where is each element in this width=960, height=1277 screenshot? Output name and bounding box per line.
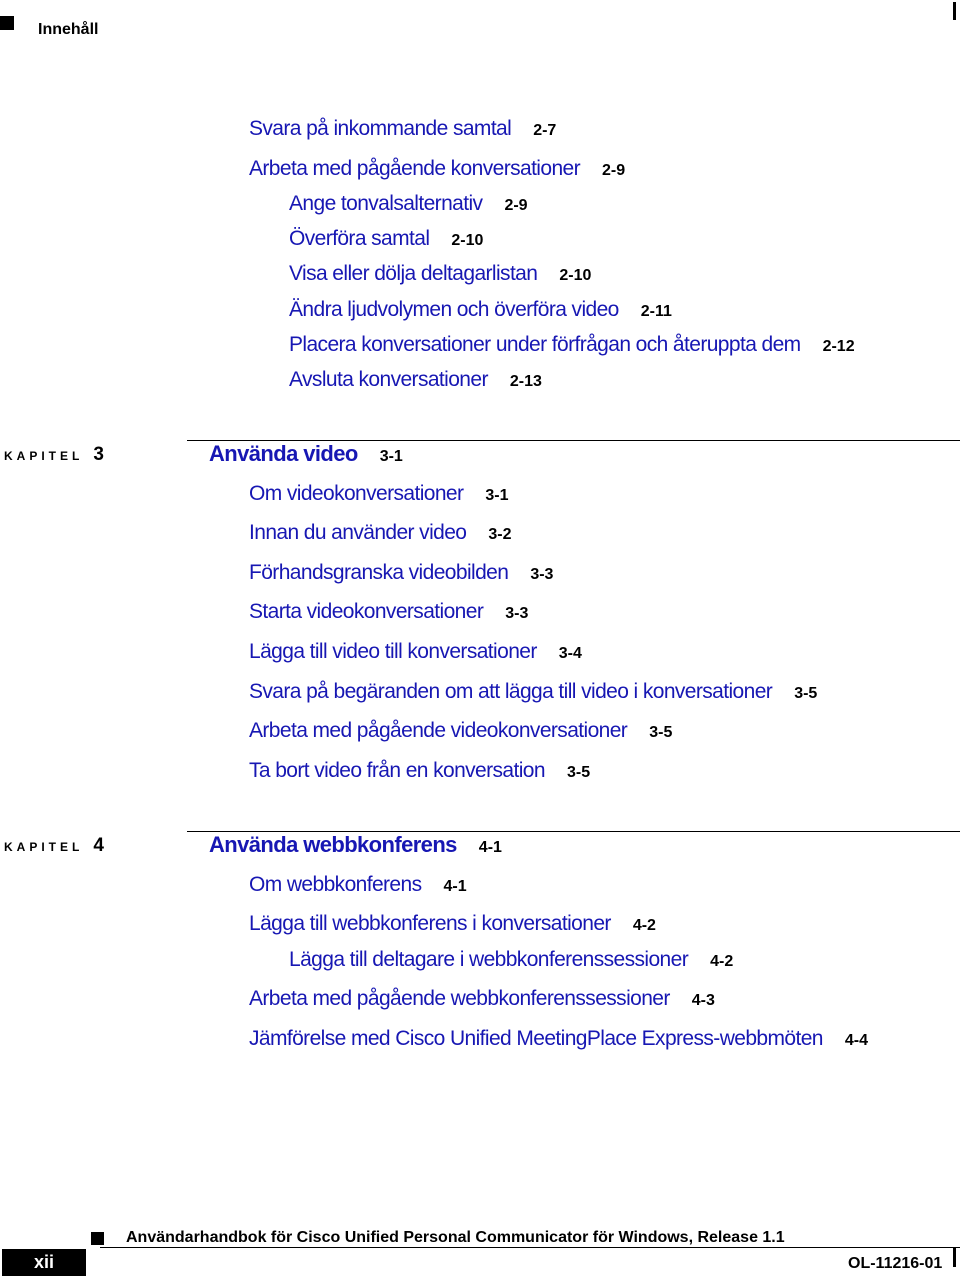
footer-page-number: xii bbox=[2, 1249, 86, 1276]
toc-entry-page: 3-5 bbox=[794, 684, 818, 702]
toc-entry-title[interactable]: Svara på inkommande samtal bbox=[249, 117, 512, 140]
toc-entry-title[interactable]: Placera konversationer under förfrågan och återuppta dem bbox=[289, 333, 801, 356]
toc-entry-page: 2-13 bbox=[509, 372, 542, 390]
toc-entry-page: 4-1 bbox=[443, 877, 467, 895]
toc-entry-title[interactable]: Ange tonvalsalternativ bbox=[289, 192, 483, 215]
footer-doc-number: OL-11216-01 bbox=[848, 1255, 943, 1272]
toc-entry[interactable] bbox=[249, 679, 817, 707]
chapter-label-text: KAPITEL bbox=[4, 840, 84, 854]
toc-entry-title[interactable]: Svara på begäranden om att lägga till video i konversationer bbox=[249, 680, 773, 703]
footer-rule bbox=[100, 1247, 960, 1248]
toc-entry[interactable] bbox=[249, 520, 512, 548]
toc-entry-page: 4-4 bbox=[844, 1031, 868, 1049]
toc-entry[interactable] bbox=[249, 872, 467, 900]
toc-entry-page: 2-9 bbox=[602, 161, 626, 179]
toc-entry-page: 4-3 bbox=[691, 991, 715, 1009]
toc-entry-page: 3-2 bbox=[488, 525, 512, 543]
toc-entry[interactable] bbox=[249, 156, 625, 184]
chapter-title[interactable]: Använda webbkonferens bbox=[209, 832, 457, 857]
footer-edge-mark bbox=[953, 1247, 956, 1267]
toc-entry-page: 2-7 bbox=[533, 121, 557, 139]
header-edge-mark bbox=[953, 2, 956, 20]
toc-entry-title[interactable]: Innan du använder video bbox=[249, 521, 467, 544]
toc-entry[interactable] bbox=[249, 481, 509, 509]
toc-entry-page: 3-4 bbox=[558, 644, 582, 662]
toc-entry-title[interactable]: Lägga till webbkonferens i konversationer bbox=[249, 912, 611, 935]
toc-entry-title[interactable]: Lägga till deltagare i webbkonferenssessioner bbox=[289, 948, 689, 971]
toc-subentry[interactable] bbox=[289, 332, 855, 360]
toc-entry-title[interactable]: Om webbkonferens bbox=[249, 873, 422, 896]
toc-entry-title[interactable]: Om videokonversationer bbox=[249, 482, 464, 505]
toc-entry-page: 3-5 bbox=[566, 763, 591, 781]
toc-entry-page: 2-9 bbox=[504, 196, 528, 214]
toc-entry[interactable] bbox=[249, 599, 528, 627]
toc-entry[interactable] bbox=[249, 116, 556, 144]
toc-subentry[interactable] bbox=[289, 297, 672, 325]
chapter-title-entry[interactable] bbox=[209, 832, 502, 861]
toc-entry-page: 3-1 bbox=[379, 447, 403, 465]
toc-subentry[interactable] bbox=[289, 947, 733, 975]
toc-entry-title[interactable]: Ändra ljudvolymen och överföra video bbox=[289, 298, 619, 321]
header-marker bbox=[0, 16, 14, 30]
chapter-label-text: KAPITEL bbox=[4, 449, 84, 463]
toc-entry-title[interactable]: Avsluta konversationer bbox=[289, 368, 488, 391]
chapter-label bbox=[4, 836, 104, 857]
toc-entry-page: 2-10 bbox=[451, 231, 484, 249]
toc-entry-title[interactable]: Starta videokonversationer bbox=[249, 600, 484, 623]
toc-subentry[interactable] bbox=[289, 367, 542, 395]
toc-entry-page: 4-2 bbox=[632, 916, 656, 934]
toc-entry[interactable] bbox=[249, 758, 590, 786]
toc-entry-page: 2-11 bbox=[640, 302, 672, 320]
toc-entry[interactable] bbox=[249, 1026, 868, 1054]
toc-entry-page: 3-3 bbox=[530, 565, 554, 583]
toc-entry-title[interactable]: Arbeta med pågående webbkonferenssessioner bbox=[249, 987, 670, 1010]
running-header-title: Innehåll bbox=[38, 21, 99, 38]
toc-entry-title[interactable]: Jämförelse med Cisco Unified MeetingPlace Express-webbmöten bbox=[249, 1027, 823, 1050]
toc-entry-page: 3-5 bbox=[649, 723, 673, 741]
toc-entry-page: 4-2 bbox=[710, 952, 734, 970]
toc-entry[interactable] bbox=[249, 911, 656, 939]
toc-entry[interactable] bbox=[249, 639, 582, 667]
chapter-number: 3 bbox=[93, 444, 104, 465]
toc-entry-title[interactable]: Arbeta med pågående konversationer bbox=[249, 157, 581, 180]
toc-entry-title[interactable]: Visa eller dölja deltagarlistan bbox=[289, 262, 538, 285]
toc-entry-page: 2-12 bbox=[822, 337, 855, 355]
chapter-title[interactable]: Använda video bbox=[209, 441, 358, 466]
toc-subentry[interactable] bbox=[289, 191, 528, 219]
toc-entry[interactable] bbox=[249, 560, 553, 588]
chapter-title-entry[interactable] bbox=[209, 441, 403, 470]
chapter-label bbox=[4, 445, 104, 466]
toc-entry-title[interactable]: Arbeta med pågående videokonversationer bbox=[249, 719, 628, 742]
toc-entry-title[interactable]: Förhandsgranska videobilden bbox=[249, 561, 509, 584]
footer-marker bbox=[91, 1232, 104, 1245]
toc-entry-page: 3-3 bbox=[505, 604, 529, 622]
toc-entry-page: 3-1 bbox=[485, 486, 509, 504]
toc-subentry[interactable] bbox=[289, 261, 591, 289]
footer-book-title: Användarhandbok för Cisco Unified Personal Communicator för Windows, Release 1.1 bbox=[126, 1229, 785, 1246]
chapter-number: 4 bbox=[93, 835, 104, 856]
toc-entry-title[interactable]: Överföra samtal bbox=[289, 227, 430, 250]
toc-entry[interactable] bbox=[249, 718, 672, 746]
toc-entry[interactable] bbox=[249, 986, 715, 1014]
toc-entry-page: 4-1 bbox=[478, 838, 502, 856]
toc-subentry[interactable] bbox=[289, 226, 483, 254]
toc-entry-page: 2-10 bbox=[559, 266, 592, 284]
toc-entry-title[interactable]: Lägga till video till konversationer bbox=[249, 640, 537, 663]
toc-entry-title[interactable]: Ta bort video från en konversation bbox=[249, 759, 545, 782]
